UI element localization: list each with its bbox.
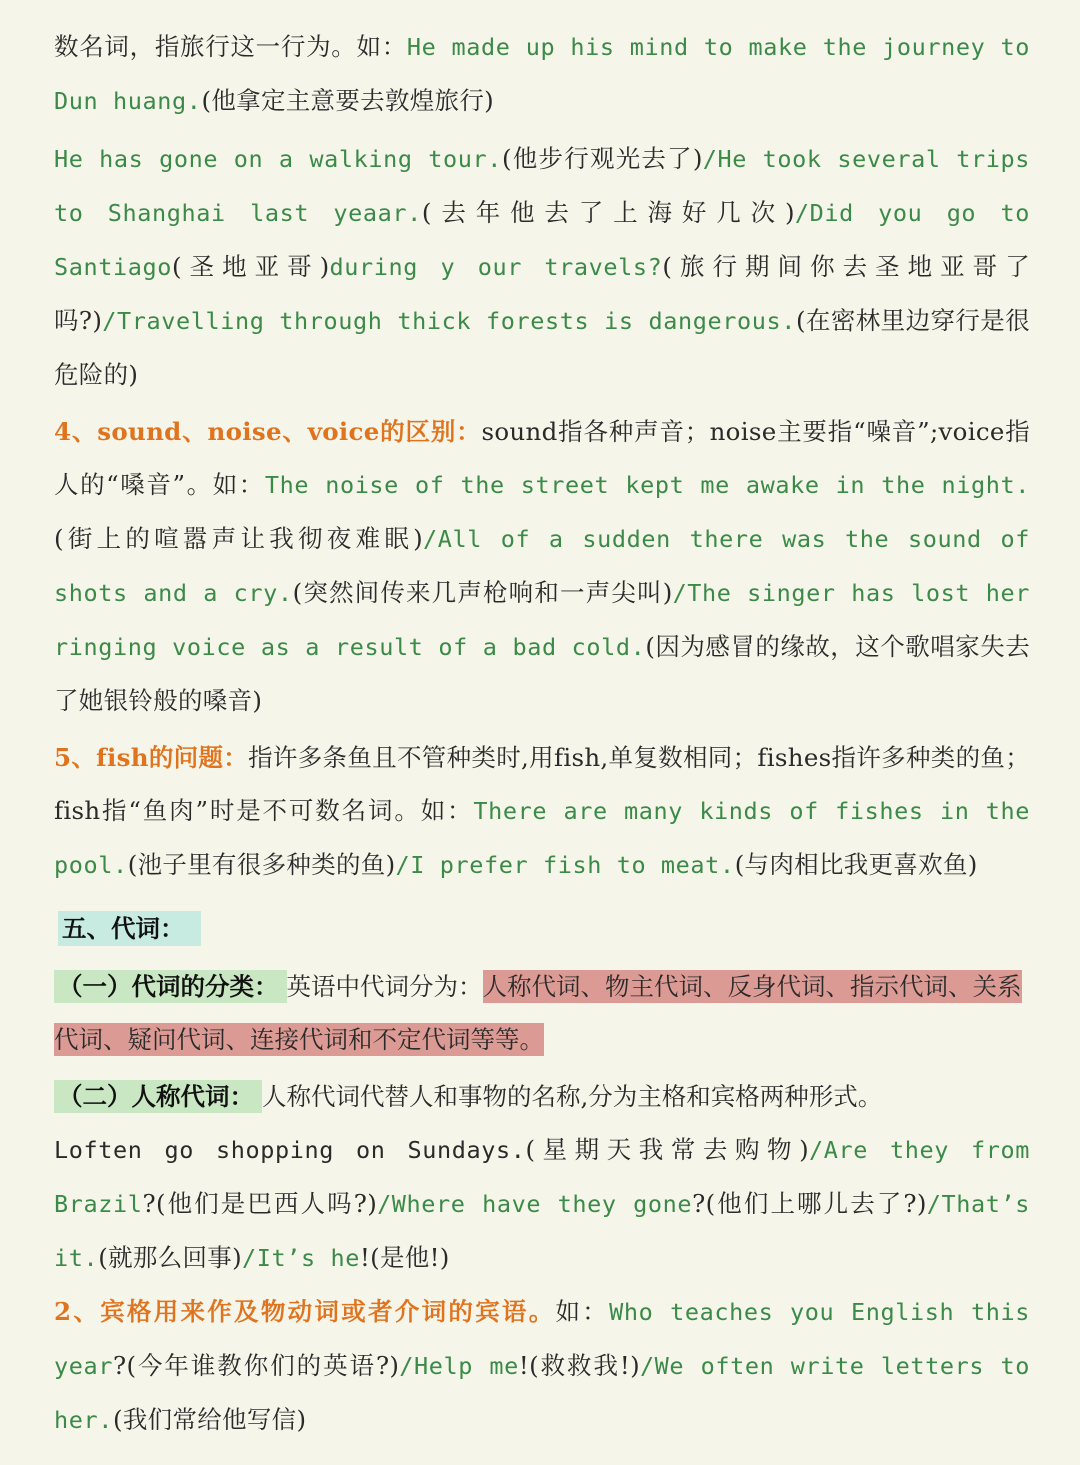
chinese-text: 指许多条鱼且不管种类时,用fish,单复数相同；fishes指许多种类的鱼；fish指“鱼肉”时是不可数名词。如：: [54, 743, 1030, 825]
subsection-pronoun-types: [54, 960, 1030, 1066]
paragraph-journey: [54, 20, 1030, 128]
chinese-text: 英语中代词分为：: [286, 972, 483, 1001]
english-example: He has gone on a walking tour.: [54, 145, 503, 173]
english-example: Who teaches you English this year: [54, 1298, 1030, 1380]
chinese-translation: (他们上哪儿去了?): [705, 1189, 927, 1218]
english-example: /I prefer fish to meat.: [395, 851, 735, 879]
chinese-translation: (他们是巴西人吗?): [155, 1189, 378, 1218]
punctuation: !: [359, 1243, 371, 1272]
chinese-text: 人称代词代替人和事物的名称,分为主格和宾格两种形式。: [262, 1082, 883, 1111]
chinese-translation: (我们常给他写信): [113, 1405, 307, 1434]
punctuation: ?: [113, 1351, 127, 1380]
chinese-translation: (星期天我常去购物): [525, 1135, 809, 1164]
rule-heading: 2、宾格用来作及物动词或者介词的宾语。: [54, 1297, 556, 1326]
chinese-translation: (突然间传来几声枪响和一声尖叫): [292, 578, 673, 607]
chinese-translation: (池子里有很多种类的鱼): [127, 850, 396, 879]
english-example: He made up his mind to make the journey to Dun huang.: [54, 33, 1030, 115]
subsection-personal-pronouns: [54, 1070, 1030, 1123]
english-example: /It’s he: [241, 1244, 360, 1272]
chinese-translation: (今年谁教你们的英语?): [126, 1351, 400, 1380]
punctuation: !: [518, 1351, 530, 1380]
chinese-text: sound指各种声音；noise主要指“噪音”;voice指人的“嗓音”。如：: [54, 417, 1030, 499]
english-example: /All of a sudden there was the sound of shots and a cry.: [54, 525, 1030, 607]
english-example: /We often write letters to her.: [54, 1352, 1030, 1434]
paragraph-fish: [54, 731, 1030, 892]
english-example: Loften go shopping on Sundays.: [54, 1136, 526, 1164]
highlighted-list: 人称代词、物主代词、反身代词、指示代词、关系代词、疑问代词、连接代词和不定代词等等。: [54, 972, 1022, 1054]
english-example: /The singer has lost her ringing voice as a result of a bad cold.: [54, 579, 1030, 661]
chinese-translation: (去年他去了上海好几次): [421, 198, 795, 227]
subsection-label: （二）人称代词：: [54, 1080, 262, 1113]
chinese-translation: (他步行观光去了): [502, 144, 703, 173]
section-heading-text: 五、代词：: [58, 911, 201, 946]
punctuation: ?: [692, 1189, 706, 1218]
english-example: during y our travels?: [329, 253, 663, 281]
english-example: There are many kinds of fishes in the pool.: [54, 797, 1030, 879]
chinese-translation: (旅行期间你去圣地亚哥了吗?): [54, 252, 1030, 335]
rule-heading: 4、sound、noise、voice的区别：: [54, 417, 482, 446]
chinese-translation: (圣地亚哥): [172, 252, 330, 281]
paragraph-subject-examples: [54, 1123, 1030, 1285]
paragraph-tour: [54, 132, 1030, 401]
chinese-text: 数名词，指旅行这一行为。如：: [54, 32, 407, 61]
paragraph-object-case: [54, 1285, 1030, 1447]
english-example: /He took several trips to Shanghai last yeaar.: [54, 145, 1030, 227]
section-heading-pronouns: [58, 904, 1030, 954]
chinese-translation: (因为感冒的缘故，这个歌唱家失去了她银铃般的嗓音): [54, 632, 1030, 715]
chinese-translation: (是他!): [370, 1243, 450, 1272]
rule-heading: 5、fish的问题：: [54, 743, 249, 772]
chinese-translation: (街上的喧嚣声让我彻夜难眠): [54, 524, 423, 553]
chinese-translation: (在密林里边穿行是很危险的): [54, 306, 1031, 389]
punctuation: ?: [142, 1189, 156, 1218]
subsection-label: （一）代词的分类：: [54, 970, 287, 1003]
chinese-translation: (与肉相比我更喜欢鱼): [734, 850, 978, 879]
english-example: The noise of the street kept me awake in the night.: [264, 471, 1030, 499]
english-example: /That’s it.: [54, 1190, 1030, 1272]
chinese-translation: (他拿定主意要去敦煌旅行): [201, 86, 494, 115]
chinese-translation: (就那么回事): [98, 1243, 242, 1272]
chinese-text: 如：: [555, 1297, 610, 1326]
english-example: /Did you go to Santiago: [54, 199, 1030, 281]
english-example: /Help me: [399, 1352, 519, 1380]
english-example: /Where have they gone: [377, 1190, 693, 1218]
chinese-translation: (救救我!): [529, 1351, 640, 1380]
paragraph-sound-noise-voice: [54, 405, 1030, 727]
english-example: /Are they from Brazil: [54, 1136, 1030, 1218]
english-example: /Travelling through thick forests is dangerous.: [102, 307, 796, 335]
